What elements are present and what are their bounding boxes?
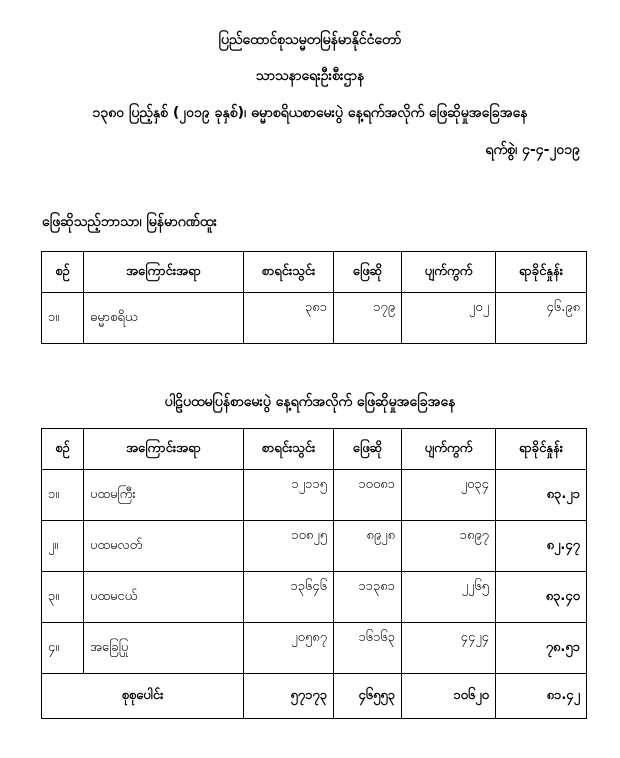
total-answered: ၄၆၅၅၃: [334, 674, 402, 719]
row-no: ၄။: [42, 623, 84, 674]
col-header-subject: အကြောင်းအရာ: [84, 429, 244, 470]
row-no: ၁။: [42, 470, 84, 521]
header-line-1: ပြည်ထောင်စုသမ္မတမြန်မာနိုင်ငံတော်: [218, 32, 402, 48]
col-header-no: စဉ်: [42, 429, 84, 470]
table-header-row: [42, 252, 587, 293]
section1-title: ဖြေဆိုသည့်ဘာသာ၊ မြန်မာဂဏ်ထူး: [42, 214, 217, 230]
row-percent: ၇၈.၅၁: [496, 623, 587, 674]
section1-table: [41, 251, 587, 344]
col-header-subject: အကြောင်းအရာ: [84, 252, 244, 293]
col-header-registered: စာရင်းသွင်း: [244, 429, 334, 470]
row-absent: ၄၄၂၄: [402, 623, 496, 674]
total-registered: ၅၇၁၇၃: [244, 674, 334, 719]
row-absent: ၂၀၃၄: [402, 470, 496, 521]
total-percent: ၈၁.၄၂: [496, 674, 587, 719]
total-label: စုစုပေါင်း: [42, 674, 244, 719]
col-header-percent: ရာခိုင်နှုန်း: [496, 429, 587, 470]
row-answered: ၈၉၂၈: [334, 521, 402, 572]
row-answered: ၁၁၃၈၁: [334, 572, 402, 623]
row-name: ပထမငယ်: [84, 572, 244, 623]
row-answered: ၁၆၁၆၃: [334, 623, 402, 674]
table-header-row: [42, 429, 587, 470]
row-name: ပထမကြီး: [84, 470, 244, 521]
row-no: ၂။: [42, 521, 84, 572]
row-registered: ၁၃၆၄၆: [244, 572, 334, 623]
table-row: [42, 293, 587, 344]
total-row: [42, 674, 587, 719]
table-row: [42, 623, 587, 674]
col-header-absent: ပျက်ကွက်: [402, 252, 496, 293]
row-percent: ၈၃.၄၀: [496, 572, 587, 623]
row-no: ၃။: [42, 572, 84, 623]
row-name: ပထမလတ်: [84, 521, 244, 572]
row-percent: ၄၆.၉၈: [496, 293, 587, 344]
header-line-3: ၁၃၈၀ ပြည့်နှစ် (၂၀၁၉ ခုနှစ်)၊ ဓမ္မာစရိယစာမေးပွဲ နေ့ရက်အလိုက် ဖြေဆိုမှုအခြေအနေ: [92, 105, 528, 121]
table-row: [42, 572, 587, 623]
row-absent: ၁၈၉၇: [402, 521, 496, 572]
table-row: [42, 470, 587, 521]
row-no: ၁။: [42, 293, 84, 344]
total-absent: ၁၀၆၂၀: [402, 674, 496, 719]
table-row: [42, 521, 587, 572]
row-name: အခြေပြု: [84, 623, 244, 674]
row-percent: ၈၂.၄၇: [496, 521, 587, 572]
header-line-2: သာသနာရေးဦးစီးဌာန: [255, 68, 365, 84]
row-registered: ၁၂၁၁၅: [244, 470, 334, 521]
row-name: ဓမ္မာစရိယ: [84, 293, 244, 344]
row-registered: ၃၈၁: [244, 293, 334, 344]
row-percent: ၈၃.၂၁: [496, 470, 587, 521]
col-header-registered: စာရင်းသွင်း: [244, 252, 334, 293]
section2-title: ပါဠိပထမပြန်စာမေးပွဲ နေ့ရက်အလိုက် ဖြေဆိုမှုအခြေအနေ: [164, 394, 456, 410]
col-header-absent: ပျက်ကွက်: [402, 429, 496, 470]
row-answered: ၁၇၉: [334, 293, 402, 344]
col-header-no: စဉ်: [42, 252, 84, 293]
col-header-answered: ဖြေဆို: [334, 429, 402, 470]
row-registered: ၂၀၅၈၇: [244, 623, 334, 674]
row-absent: ၂၀၂: [402, 293, 496, 344]
document-date: ရက်စွဲ၊ ၄-၄-၂၀၁၉: [485, 142, 580, 158]
row-answered: ၁၀၀၈၁: [334, 470, 402, 521]
row-registered: ၁၀၈၂၅: [244, 521, 334, 572]
col-header-answered: ဖြေဆို: [334, 252, 402, 293]
section2-table: [41, 428, 587, 719]
col-header-percent: ရာခိုင်နှုန်း: [496, 252, 587, 293]
row-absent: ၂၂၆၅: [402, 572, 496, 623]
